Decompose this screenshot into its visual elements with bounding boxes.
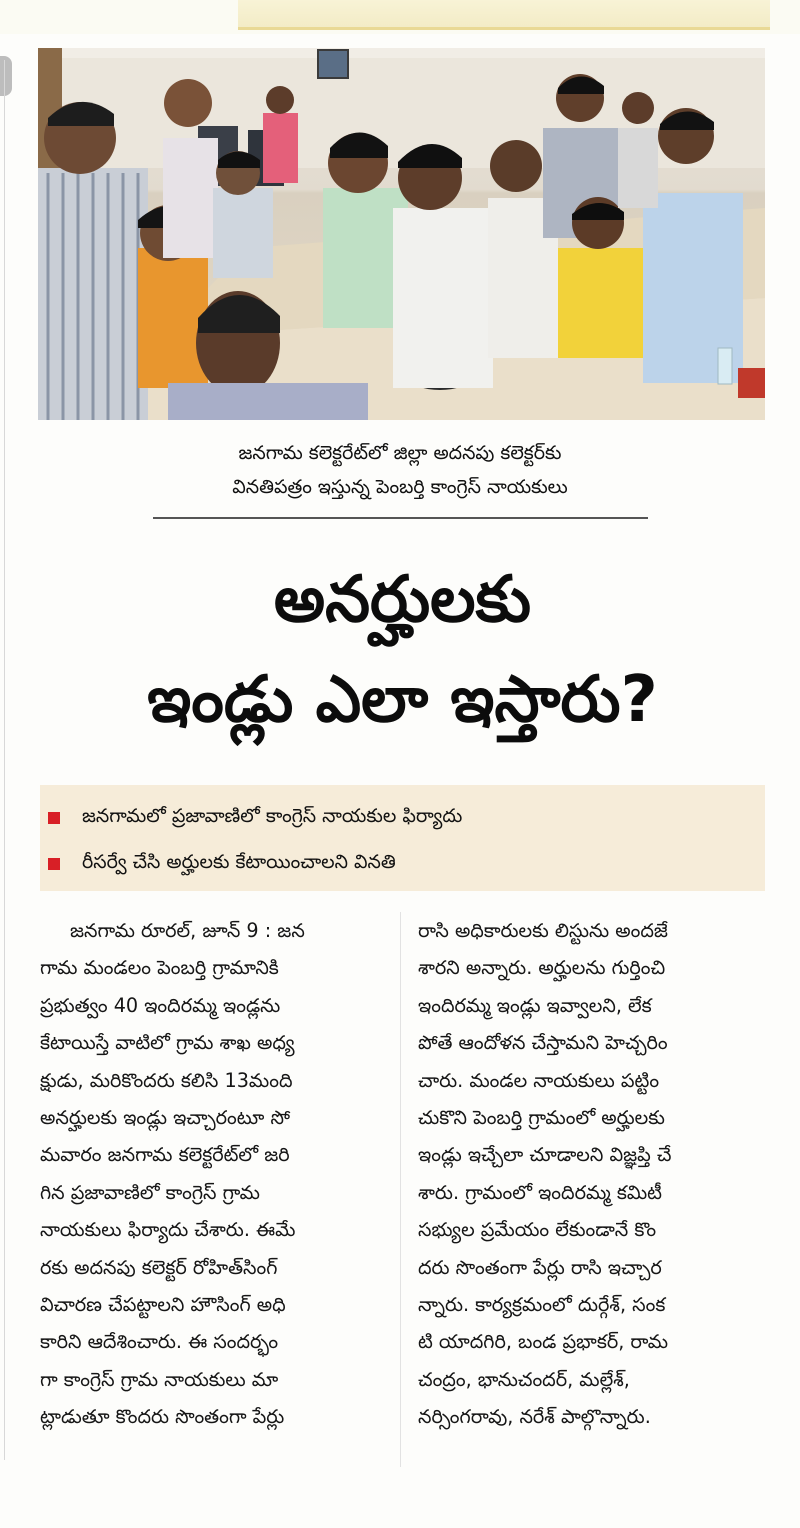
caption-line-1: జనగామ కలెక్టరేట్‌లో జిల్లా అదనపు కలెక్టర్‌కు [238, 442, 562, 464]
headline-line-2: ఇండ్లు ఎలా ఇస్తారు? [147, 663, 658, 737]
article-line: చుకొని పెంబర్తి గ్రామంలో అర్హులకు [418, 1106, 665, 1130]
article-line: కేటాయిస్తే వాటిలో గ్రామ శాఖ అధ్య [40, 1031, 295, 1055]
article-line: అనర్హులకు ఇండ్లు ఇచ్చారంటూ సో [40, 1106, 291, 1130]
column-divider [400, 912, 401, 1467]
article-line: గిన ప్రజావాణిలో కాంగ్రెస్ గ్రామ [40, 1180, 260, 1204]
highlight-text: రీసర్వే చేసి అర్హులకు కేటాయించాలని వినతి [82, 850, 396, 873]
article-line: కారిని ఆదేశించారు. ఈ సందర్భం [40, 1330, 279, 1354]
caption-line-2: వినతిపత్రం ఇస్తున్న పెంబర్తి కాంగ్రెస్ నాయకులు [232, 476, 568, 498]
article-line: రాసి అధికారులకు లిస్టును అందజే [418, 919, 668, 942]
article-line: గా కాంగ్రెస్ గ్రామ నాయకులు మా [40, 1367, 279, 1391]
page-edge-tab [0, 56, 12, 96]
page-top-band [0, 0, 800, 34]
top-color-strip [238, 0, 770, 30]
highlight-text: జనగామలో ప్రజావాణిలో కాంగ్రెస్ నాయకుల ఫిర్యాదు [82, 804, 463, 827]
article-line: జనగామ రూరల్, జూన్ 9 : జన [70, 919, 305, 942]
article-line: మవారం జనగామ కలెక్టరేట్‌లో జరి [40, 1143, 290, 1167]
article-line: పోతే ఆందోళన చేస్తామని హెచ్చరిం [418, 1031, 668, 1055]
article-line: గామ మండలం పెంబర్తి గ్రామానికి [40, 956, 279, 980]
page-edge-rule [4, 60, 5, 1460]
headline-line-1: అనర్హులకు [273, 563, 532, 637]
news-photo [38, 48, 765, 420]
news-photo-drawing [38, 48, 765, 420]
article-line: నాయకులు ఫిర్యాదు చేశారు. ఈమే [40, 1218, 296, 1242]
article-line: ట్లాడుతూ కొందరు సొంతంగా పేర్లు [40, 1405, 285, 1429]
article-line: నర్సింగరావు, నరేశ్ పాల్గొన్నారు. [418, 1405, 651, 1429]
article-line: దరు సొంతంగా పేర్లు రాసి ఇచ్చార [418, 1255, 662, 1279]
article-line: చారు. మండల నాయకులు పట్టిం [418, 1068, 660, 1092]
article-column-left [40, 912, 388, 1436]
bullet-square-icon [48, 812, 60, 824]
article-line: ప్రభుత్వం 40 ఇందిరమ్మ ఇండ్లను [40, 993, 281, 1017]
article-line: న్నారు. కార్యక్రమంలో దుర్గేశ్, సంక [418, 1293, 666, 1317]
headline [40, 550, 765, 750]
highlight-item [48, 846, 396, 882]
article-line: ఇండ్లు ఇచ్చేలా చూడాలని విజ్ఞప్తి చే [418, 1143, 672, 1167]
article-line: క్షుడు, మరికొందరు కలిసి 13మంది [40, 1068, 293, 1092]
article-line: సభ్యుల ప్రమేయం లేకుండానే కొం [418, 1218, 657, 1242]
bullet-square-icon [48, 858, 60, 870]
highlight-item [48, 800, 462, 836]
article-line: రకు అదనపు కలెక్టర్ రోహిత్‌సింగ్ [40, 1255, 278, 1279]
caption-underline [153, 517, 648, 519]
article-line: ఇందిరమ్మ ఇండ్లు ఇవ్వాలని, లేక [418, 993, 652, 1017]
photo-caption [150, 436, 650, 504]
article-line: విచారణ చేపట్టాలని హౌసింగ్ అధి [40, 1293, 286, 1317]
article-line: టి యాదగిరి, బండ ప్రభాకర్, రామ [418, 1330, 669, 1354]
article-column-right [418, 912, 766, 1436]
article-line: శారు. గ్రామంలో ఇందిరమ్మ కమిటీ [418, 1180, 662, 1204]
article-line: శారని అన్నారు. అర్హులను గుర్తించి [418, 956, 666, 980]
article-line: చంద్రం, భానుచందర్, మల్లేశ్, [418, 1367, 630, 1391]
